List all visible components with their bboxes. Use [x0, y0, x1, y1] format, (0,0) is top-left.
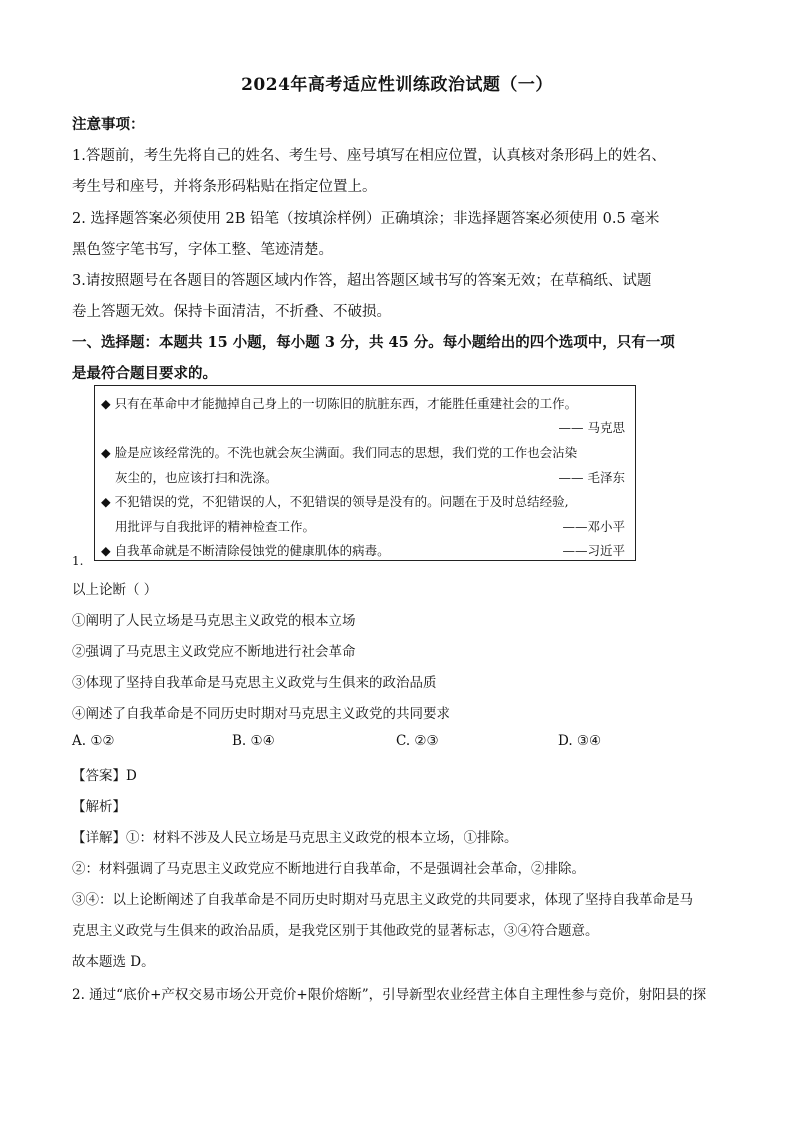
- notice-line: 1.答题前，考生先将自己的姓名、考生号、座号填写在相应位置，认真核对条形码上的姓名、: [72, 148, 666, 164]
- quote-text: ◆ 不犯错误的党，不犯错误的人，不犯错误的领导是没有的。问题在于及时总结经验,: [101, 494, 569, 509]
- analysis-line: ②：材料强调了马克思主义政党应不断地进行自我革命，不是强调社会革命，②排除。: [72, 861, 585, 877]
- statement: ①阐明了人民立场是马克思主义政党的根本立场: [72, 613, 356, 629]
- option-a: A. ①②: [72, 733, 115, 749]
- question-number: 1.: [72, 554, 84, 568]
- notice-line: 2. 选择题答案必须使用 2B 铅笔（按填涂样例）正确填涂；非选择题答案必须使用 0.5 毫米: [72, 211, 660, 227]
- statement: ④阐述了自我革命是不同历史时期对马克思主义政党的共同要求: [72, 706, 450, 722]
- question-2-stem: 2. 通过“底价+产权交易市场公开竞价+限价熔断”，引导新型农业经营主体自主理性参与竞价，射阳县的探: [72, 987, 707, 1003]
- quote-author: ——习近平: [562, 543, 625, 558]
- option-c: C. ②③: [396, 733, 439, 749]
- page-title: 2024年高考适应性训练政治试题（一）: [241, 75, 553, 95]
- option-b: B. ①④: [232, 733, 275, 749]
- analysis-line: 故本题选 D。: [72, 954, 155, 970]
- notice-heading: 注意事项：: [72, 116, 145, 133]
- option-d: D. ③④: [558, 733, 602, 749]
- answer: 【答案】D: [72, 768, 137, 784]
- analysis-line: ③④：以上论断阐述了自我革命是不同历史时期对马克思主义政党的共同要求，体现了坚持自我革命是马: [72, 892, 693, 908]
- notice-line: 3.请按照题号在各题目的答题区域内作答，超出答题区域书写的答案无效；在草稿纸、试题: [72, 273, 652, 289]
- quote-text: ◆ 自我革命就是不断清除侵蚀党的健康肌体的病毒。: [101, 543, 390, 558]
- quote-text-cont: 灰尘的，也应该打扫和洗涤。: [115, 470, 278, 485]
- question-stem: 以上论断（ ）: [72, 582, 158, 598]
- analysis-line: 克思主义政党与生俱来的政治品质，是我党区别于其他政党的显著标志，③④符合题意。: [72, 923, 599, 939]
- quote-author: ——邓小平: [562, 519, 625, 534]
- notice-line: 考生号和座号，并将条形码粘贴在指定位置上。: [72, 179, 377, 195]
- quote-box: [94, 385, 636, 561]
- quote-text: ◆ 只有在革命中才能抛掉自己身上的一切陈旧的肮脏东西，才能胜任重建社会的工作。: [101, 396, 578, 411]
- quote-text: ◆ 脸是应该经常洗的。不洗也就会灰尘满面。我们同志的思想，我们党的工作也会沾染: [101, 445, 578, 460]
- quote-text-cont: 用批评与自我批评的精神检查工作。: [115, 519, 316, 534]
- notice-line: 黑色签字笔书写，字体工整、笔迹清楚。: [72, 242, 333, 258]
- analysis-heading: 【解析】: [72, 799, 126, 815]
- analysis-line: 【详解】①：材料不涉及人民立场是马克思主义政党的根本立场，①排除。: [72, 830, 518, 846]
- statement: ②强调了马克思主义政党应不断地进行社会革命: [72, 644, 356, 660]
- section-heading-cont: 是最符合题目要求的。: [72, 365, 217, 382]
- statement: ③体现了坚持自我革命是马克思主义政党与生俱来的政治品质: [72, 675, 437, 691]
- quote-author: —— 毛泽东: [558, 470, 625, 485]
- quote-author: —— 马克思: [558, 420, 625, 435]
- section-heading: 一、选择题：本题共 15 小题，每小题 3 分，共 45 分。每小题给出的四个选项中，只有一项: [72, 334, 675, 351]
- notice-line: 卷上答题无效。保持卡面清洁，不折叠、不破损。: [72, 304, 391, 320]
